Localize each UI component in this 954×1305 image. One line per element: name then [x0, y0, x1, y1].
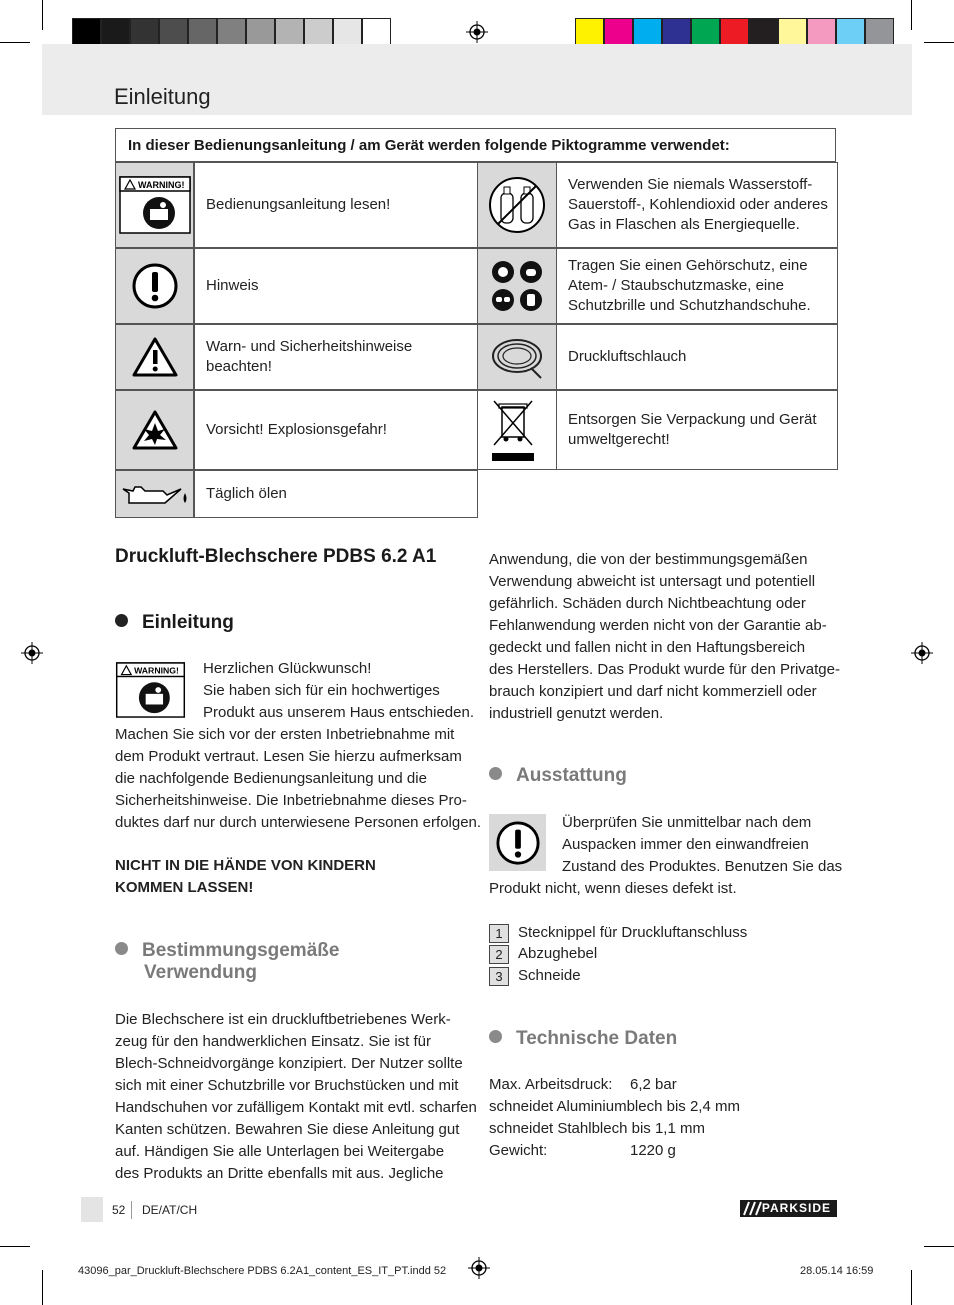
part-label: Stecknippel für Druckluftanschluss [518, 924, 748, 941]
crop-mark [42, 0, 43, 30]
kids-warning: KOMMEN LASSEN! [115, 879, 254, 896]
registration-mark-icon [468, 1257, 490, 1279]
region-code: DE/AT/CH [142, 1203, 198, 1217]
list-item [489, 965, 581, 986]
grey-color-bar [72, 18, 391, 46]
list-item [489, 943, 597, 964]
use-text-line: auf. Händigen Sie alle Unterlagen bei Weitergabe [115, 1143, 445, 1160]
crop-mark [924, 1246, 954, 1247]
color-swatch [720, 18, 749, 46]
color-swatch [604, 18, 633, 46]
explosion-cell [115, 390, 194, 470]
section-heading-verwendung [115, 940, 339, 962]
use-cont-line: Verwendung abweicht ist untersagt und potentiell [489, 573, 816, 590]
equip-line: Überprüfen Sie unmittelbar nach dem [562, 814, 812, 831]
color-swatch [749, 18, 778, 46]
pictogram-text: Druckluftschlauch [556, 324, 838, 390]
spec-label: Max. Arbeitsdruck: [489, 1076, 613, 1093]
crop-mark [911, 1270, 912, 1305]
registration-mark-icon [21, 642, 43, 664]
exclamation-icon [131, 262, 179, 310]
heading-text: Technische Daten [516, 1028, 678, 1049]
oil-can-icon [119, 479, 191, 509]
list-item [489, 922, 747, 943]
use-cont-line: gedeckt und fallen nicht in den Haftungsbereich [489, 639, 806, 656]
warning-label: WARNING! [137, 180, 184, 190]
color-swatch [304, 18, 333, 46]
product-title: Druckluft-Blechschere PDBS 6.2 A1 [115, 546, 437, 567]
page-number-box [81, 1197, 103, 1222]
use-cont-line: brauch konzipiert und darf nicht kommerziell oder [489, 683, 817, 700]
use-text-line: Blech-Schneidvorgänge konzipiert. Der Nutzer sollte [115, 1055, 463, 1072]
use-cont-line: gefährlich. Schäden durch Nichtbeachtung oder [489, 595, 806, 612]
color-swatch [362, 18, 391, 46]
section-heading-verwendung-line2: Verwendung [144, 962, 257, 983]
bullet-icon [115, 942, 128, 955]
exclamation-icon [495, 820, 541, 866]
crop-mark [911, 0, 912, 30]
pictogram-text: Verwenden Sie niemals Wasserstoff-Sauerstoff-, Kohlendioxid oder anderes Gas in Flaschen als Energiequelle. [556, 162, 838, 248]
intro-line: Produkt aus unserem Haus entschieden. [203, 704, 474, 721]
crop-mark [42, 1270, 43, 1305]
heading-text: Einleitung [142, 612, 234, 633]
intro-line: die nachfolgende Bedienungsanleitung und die [115, 770, 427, 787]
bullet-icon [489, 767, 502, 780]
part-number: 2 [489, 945, 509, 964]
part-label: Schneide [518, 967, 581, 984]
color-swatch [807, 18, 836, 46]
spec-value: 6,2 bar [630, 1076, 677, 1093]
color-bar [575, 18, 894, 46]
brand-logo: PARKSIDE [740, 1200, 837, 1217]
spec-label: Gewicht: [489, 1142, 548, 1159]
color-swatch [333, 18, 362, 46]
crop-mark [0, 42, 30, 43]
color-swatch [217, 18, 246, 46]
crop-mark [924, 42, 954, 43]
part-label: Abzughebel [518, 945, 598, 962]
exclamation-cell [115, 248, 194, 324]
use-text-line: sich mit einer Schutzbrille vor Bruchstücken und mit [115, 1077, 459, 1094]
warning-label: WARNING! [134, 665, 179, 676]
hose-icon [487, 332, 547, 382]
warning-manual-icon [119, 176, 191, 234]
spec-value: 1220 g [630, 1142, 676, 1159]
color-swatch [865, 18, 894, 46]
color-swatch [691, 18, 720, 46]
ppe-icon [489, 258, 545, 314]
oil-can-cell [115, 470, 194, 518]
section-heading-ausstattung [489, 765, 627, 787]
pictogram-text: Täglich ölen [194, 470, 478, 518]
explosion-icon [131, 409, 179, 451]
pictogram-table-heading: In dieser Bedienungsanleitung / am Gerät werden folgende Piktogramme verwendet: [115, 128, 836, 162]
part-number: 3 [489, 967, 509, 986]
page-number: 52 [112, 1203, 126, 1217]
exclamation-icon-box [489, 814, 546, 871]
use-cont-line: industriell genutzt werden. [489, 705, 664, 722]
heading-text: Bestimmungsgemäße [142, 940, 340, 961]
file-slug: 43096_par_Druckluft-Blechschere PDBS 6.2A1_content_ES_IT_PT.indd 52 [78, 1265, 447, 1277]
use-text-line: zeug für den handwerklichen Einsatz. Sie ist für [115, 1033, 432, 1050]
footer-divider [131, 1201, 132, 1219]
registration-mark-icon [466, 21, 488, 43]
heading-text: Ausstattung [516, 765, 627, 786]
equip-line: Produkt nicht, wenn dieses defekt ist. [489, 880, 737, 897]
equip-line: Auspacken immer den einwandfreien [562, 836, 809, 853]
spec-label: schneidet Aluminiumblech bis 2,4 mm [489, 1098, 740, 1115]
color-swatch [246, 18, 275, 46]
intro-line: Machen Sie sich vor der ersten Inbetriebnahme mit [115, 726, 455, 743]
registration-mark-icon [911, 642, 933, 664]
use-text-line: Kanten schützen. Bewahren Sie diese Anleitung gut [115, 1121, 460, 1138]
warning-triangle-cell [115, 324, 194, 390]
bullet-icon [489, 1030, 502, 1043]
part-number: 1 [489, 924, 509, 943]
page-title: Einleitung [114, 84, 211, 109]
intro-line: Sie haben sich für ein hochwertiges [203, 682, 440, 699]
color-swatch [836, 18, 865, 46]
kids-warning: NICHT IN DIE HÄNDE VON KINDERN [115, 857, 376, 874]
brand-stripes-icon [742, 1201, 764, 1216]
spec-label: schneidet Stahlblech bis 1,1 mm [489, 1120, 705, 1137]
date-slug: 28.05.14 16:59 [800, 1265, 874, 1277]
color-swatch [633, 18, 662, 46]
gas-bottles-cell [477, 162, 557, 248]
use-text-line: Die Blechschere ist ein druckluftbetriebenes Werk- [115, 1011, 451, 1028]
warning-manual-cell [115, 162, 194, 248]
disposal-cell [477, 390, 557, 470]
section-heading-technische-daten [489, 1028, 677, 1050]
pictogram-text: Tragen Sie einen Gehörschutz, eine Atem- / Staubschutzmaske, eine Schutzbrille und Schutzhandschuhe. [556, 248, 838, 324]
color-swatch [130, 18, 159, 46]
warning-manual-icon [115, 662, 186, 718]
pictogram-text: Entsorgen Sie Verpackung und Gerät umweltgerecht! [556, 390, 838, 470]
use-cont-line: Fehlanwendung werden nicht von der Garantie ab- [489, 617, 827, 634]
intro-line: dem Produkt vertraut. Lesen Sie hierzu aufmerksam [115, 748, 462, 765]
color-swatch [159, 18, 188, 46]
intro-line: Herzlichen Glückwunsch! [203, 660, 372, 677]
color-swatch [778, 18, 807, 46]
use-cont-line: Anwendung, die von der bestimmungsgemäßen [489, 551, 808, 568]
use-text-line: des Produkts an Dritte ebenfalls mit aus. Jegliche [115, 1165, 444, 1182]
equip-line: Zustand des Produktes. Benutzen Sie das [562, 858, 843, 875]
color-swatch [662, 18, 691, 46]
use-cont-line: des Herstellers. Das Produkt wurde für den Privatge- [489, 661, 840, 678]
hose-cell [477, 324, 557, 390]
color-swatch [72, 18, 101, 46]
crop-mark [0, 1246, 30, 1247]
pictogram-text: Warn- und Sicherheitshinweise beachten! [194, 324, 478, 390]
pictogram-text: Vorsicht! Explosionsgefahr! [194, 390, 478, 470]
pictogram-text: Hinweis [194, 248, 478, 324]
gas-bottles-icon [487, 175, 547, 235]
pictogram-text: Bedienungsanleitung lesen! [194, 162, 478, 248]
warning-triangle-icon [131, 336, 179, 378]
section-heading-einleitung [115, 612, 234, 634]
color-swatch [275, 18, 304, 46]
color-swatch [101, 18, 130, 46]
use-text-line: Handschuhen vor zufälligem Kontakt mit evtl. scharfen [115, 1099, 477, 1116]
intro-line: duktes darf nur durch unterwiesene Personen erfolgen. [115, 814, 482, 831]
bullet-icon [115, 614, 128, 627]
color-swatch [188, 18, 217, 46]
ppe-cell [477, 248, 557, 324]
disposal-icon [490, 399, 536, 463]
color-swatch [575, 18, 604, 46]
intro-line: Sicherheitshinweise. Die Inbetriebnahme dieses Pro- [115, 792, 467, 809]
